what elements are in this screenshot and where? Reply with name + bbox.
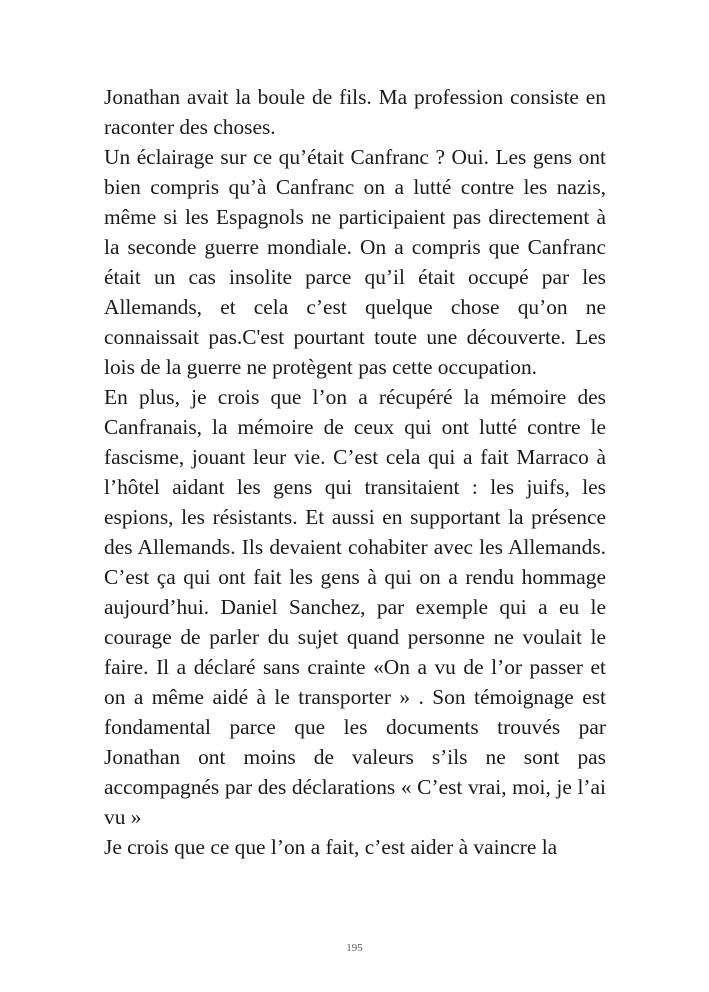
page-number: 195 xyxy=(346,942,363,954)
paragraph-4: Je crois que ce que l’on a fait, c’est aider à vaincre la xyxy=(104,835,558,859)
paragraph-1: Jonathan avait la boule de fils. Ma profession consiste en raconter des choses. xyxy=(104,85,606,139)
paragraph-2: Un éclairage sur ce qu’était Canfranc ? Oui. Les gens ont bien compris qu’à Canfranc on a lutté contre les nazis, même si les Espagnols ne participaient pas directement à la seconde guerre mondiale. On a compris que Canfranc était un cas insolite parce qu’il était occupé par les Allemands, et cela c’est quelque chose qu’on ne connaissait pas.C'est pourtant toute une découverte. Les lois de la guerre ne protègent pas cette occupation. xyxy=(104,145,606,379)
body-text xyxy=(104,82,606,862)
paragraph-3: En plus, je crois que l’on a récupéré la mémoire des Canfranais, la mémoire de ceux qui ont lutté contre le fascisme, jouant leur vie. C’est cela qui a fait Marraco à l’hôtel aidant les gens qui transitaient : les juifs, les espions, les résistants. Et aussi en supportant la présence des Allemands. Ils devaient cohabiter avec les Allemands. C’est ça qui ont fait les gens à qui on a rendu hommage aujourd’hui. Daniel Sanchez, par exemple qui a eu le courage de parler du sujet quand personne ne voulait le faire. Il a déclaré sans crainte «On a vu de l’or passer et on a même aidé à le transporter » . Son témoignage est fondamental parce que les documents trouvés par Jonathan ont moins de valeurs s’ils ne sont pas accompagnés par des déclarations « C’est vrai, moi, je l’ai vu » xyxy=(104,385,606,829)
